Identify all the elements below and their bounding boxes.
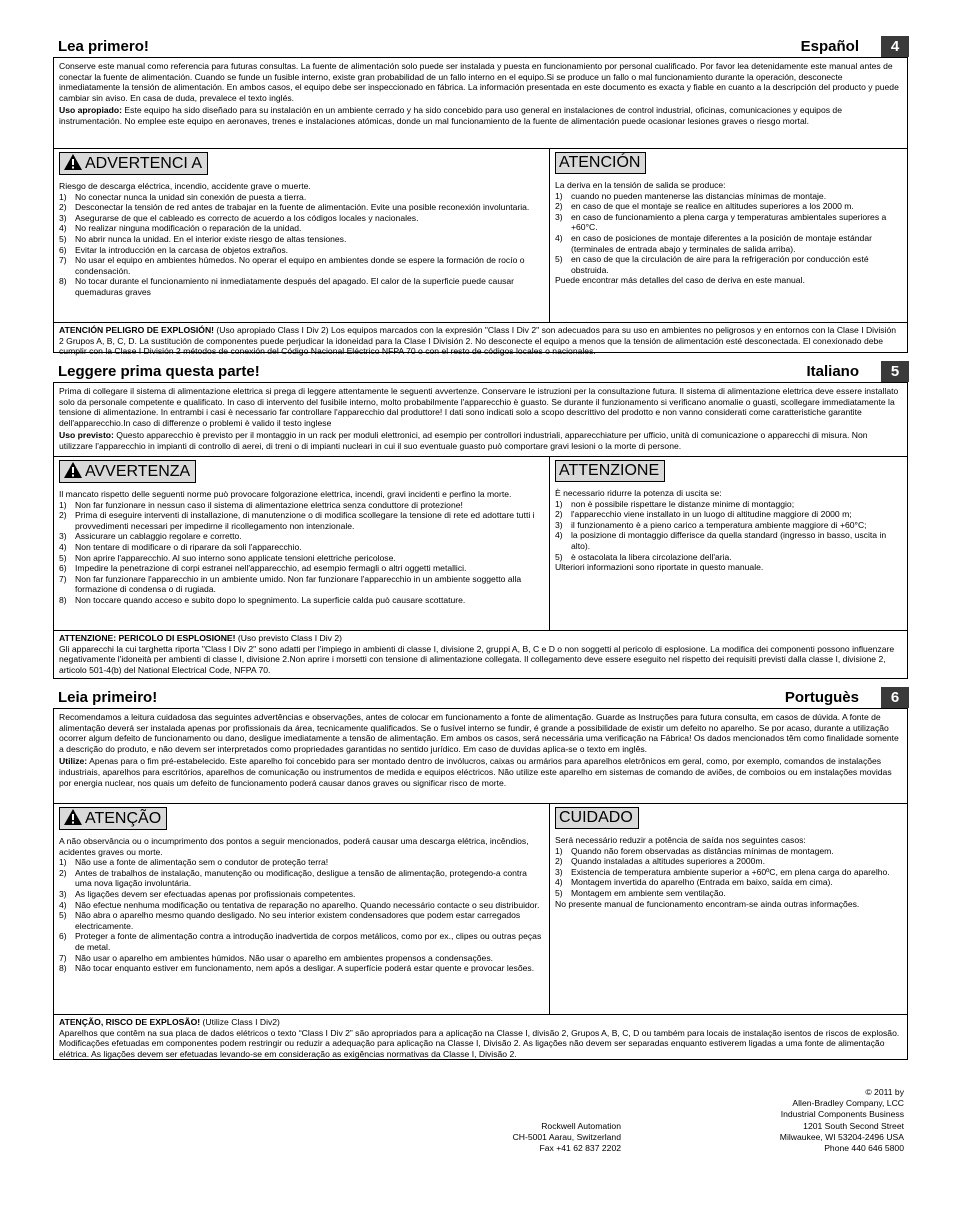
warning-label: ADVERTENCI A: [85, 155, 203, 172]
list-item: 7) Non far funzionare l'apparecchio in un ambiente umido. Non far funzionare l'apparecchio in un ambiente soggetto alla formazione di condensa o di rugiada.: [59, 573, 522, 595]
warning-list: [59, 500, 544, 606]
intro-text: Prima di collegare il sistema di alimentazione elettrica si prega di leggere attentamente le seguenti avvertenze. Conservare le istruzioni per la consultazione futura. Il sistema di alimentazione elettrica deve essere installato solo da personale competente e qualificato. In caso di intervento del fusibile interno, molto probabilmente l'apparecchio è guasto. Se durante il funzionamento si verificano anomalie o guasti, scollegare immediatamente la tensione di alimentazione. In entrambi i casi è necessario far controllare l'apparecchio dal produttore! I dati sono indicati solo a scopo descrittivo del prodotto e non vanno considerati come caratteristiche garantite dell'apparecchio.In caso di differenze o problemi è valido il testo inglese: [59, 386, 899, 428]
caution-tag: [555, 460, 665, 482]
explosion-label: ATTENZIONE: PERICOLO DI ESPLOSIONE!: [59, 633, 236, 643]
explosion-label: ATENCIÓN PELIGRO DE EXPLOSIÓN!: [59, 325, 215, 335]
list-item: 1) non è possibile rispettare le distanze minime di montaggio;: [555, 498, 795, 509]
list-item: 1) Non far funzionare in nessun caso il sistema di alimentazione elettrica senza conduttore di protezione!: [59, 499, 463, 510]
list-item: 6) Impedire la penetrazione di corpi estranei nell'apparecchio, ad esempio fermagli o altri oggetti metallici.: [59, 563, 467, 574]
caution-tail: No presente manual de funcionamento encontram-se ainda outras informações.: [555, 898, 860, 909]
list-item: 1) Quando não forem observadas as distâncias mínimas de montagem.: [555, 845, 834, 856]
list-item: 2) Antes de trabalhos de instalação, manutenção ou modificação, desligue a tensão de alimentação, protegendo-a contra uma nova ligação involuntária.: [59, 867, 527, 889]
section-number: 6: [881, 687, 909, 708]
use-text: Questo apparecchio è previsto per il montaggio in un rack per moduli elettronici, ad esempio per controllori industriali, apparecchiature per ufficio, unità di comunicazione o apparecchi di misura. Non utilizzare l'apparecchio in impianti di controllo di aerei, di treni o di impianti nucleari in cui il suo eventuale guasto può comportare gravi lesioni o la morte di persone.: [59, 430, 868, 451]
caution-lead: La deriva en la tensión de salida se produce:: [555, 180, 726, 190]
intro-text: Recomendamos a leitura cuidadosa das seguintes advertências e observações, antes de colocar em funcionamento a fonte de alimentação. Guarde as Instruções para futura consulta, em casos de dúvida. A fonte de alimentação deverá ser instalada apenas por profissionais da área, tecnicamente qualificados. Se o fusível interno se fundir, é grande a possibilidade de existir um defeito no aparelho. Se por acaso, durante a utilização ocorrer algum defeito de funcionamento ou dano, desligue imediatamente a tensão de alimentação. Em ambos os casos, será necessária uma verificação na Fábrica! Os dados mencionados têm como finalidade somente a descrição do produto, e não devem ser interpretados como propriedades garantidas no sentido jurídico. Em caso de duvidas aplica-se o texto em inglês.: [59, 712, 899, 754]
footer-line: Allen-Bradley Company, LCC: [792, 1098, 904, 1109]
caution-tag: [555, 152, 646, 174]
section-language: Portuguès: [784, 689, 859, 706]
list-item: 6) Proteger a fonte de alimentação contra a introdução inadvertida de corpos metálicos, como por ex., clipes ou outras peças de metal.: [59, 931, 542, 952]
list-item: 2) l'apparecchio viene installato in un luogo di altitudine maggiore di 2000 m;: [555, 509, 852, 520]
section-box-es: [53, 57, 908, 357]
warning-column: [54, 804, 550, 1014]
use-label: Uso previsto:: [59, 430, 114, 441]
list-item: 1) Não use a fonte de alimentação sem o condutor de proteção terra!: [59, 857, 329, 868]
caution-tail: Ulteriori informazioni sono riportate in questo manuale.: [555, 562, 764, 573]
caution-column: [550, 149, 907, 322]
caution-label: ATTENZIONE: [559, 462, 660, 479]
explosion-block: [54, 631, 907, 678]
section-language: Italiano: [806, 363, 859, 380]
list-item: 4) Non tentare di modificare o di riparare da soli l'apparecchio.: [59, 541, 302, 552]
list-item: 4) No realizar ninguna modificación o reparación de la unidad.: [59, 223, 302, 234]
warning-lead: Il mancato rispetto delle seguenti norme può provocare folgorazione elettrica, incendi, gravi incidenti e perfino la morte.: [59, 489, 512, 499]
list-item: 2) Prima di eseguire interventi di installazione, di manutenzione o di modifica scollegare la tensione di rete ed adottare tutti i provvedimenti necessari per impedirne il ricollegamento non intenzionale.: [59, 510, 535, 531]
caution-list: [555, 191, 902, 276]
use-label: Utilize:: [59, 756, 88, 767]
explosion-label: ATENÇÃO, RISCO DE EXPLOSÃO!: [59, 1017, 201, 1027]
list-item: 8) Não tocar enquanto estiver em funcionamento, nem após a desligar. A superfície poderá estar quente e provocar lesões.: [59, 963, 535, 974]
caution-lead: Será necessário reduzir a potência de saída nos seguintes casos:: [555, 835, 806, 845]
intro-text: Conserve este manual como referencia para futuras consultas. La fuente de alimentación solo puede ser instalada y puesta en funcionamiento por personal cualificado. Por favor lea detenidamente este manual antes de conectar la fuente de alimentación. Cuando se funde un fusible interno, existe gran probabilidad de un fallo interno en el equipo.Si se produce un fallo o mal funcionamiento durante la operación, desconecte inmediatamente la tensión de alimentación. En ambos casos, el equipo debe ser inspeccionado en fábrica. La información presentada en este documento es exacta y fiable en cuanto a la descripción del producto y puede cambiar sin aviso. En casa de duda, prevalece el texto inglés.: [59, 61, 899, 103]
section-number: 5: [881, 361, 909, 382]
footer-line: CH-5001 Aarau, Switzerland: [512, 1132, 621, 1143]
footer-line: 1201 South Second Street: [803, 1120, 904, 1131]
footer-line: Milwaukee, WI 53204-2496 USA: [779, 1131, 904, 1142]
section-header-it: [53, 363, 909, 383]
warning-tag: [59, 460, 196, 483]
list-item: 3) il funzionamento è a pieno carico a temperatura ambiente maggiore di +60°C;: [555, 519, 867, 530]
warning-label: ATENÇÃO: [85, 810, 162, 827]
caution-tag: [555, 807, 639, 829]
list-item: 3) Asegurarse de que el cableado es correcto de acuerdo a los códigos locales y nacionales.: [59, 212, 419, 223]
explosion-body: Gli apparecchi la cui targhetta riporta "Class I Div 2" sono adatti per l'impiego in ambienti di classe I, divisione 2, gruppi A, B, C e D o non soggetti al pericolo di esplosione. La modifica dei componenti possono influenzare negativamente l'idoneità per ambienti di classe I, divisione 2.Non aprire i morsetti con tensione di alimentazione collegata. Il collegamento deve essere eseguito nel rispetto dei requisiti previsti dalla classe I, divisione 2, articolo 501-4(b) del National Electrical Code, NFPA 70.: [59, 643, 895, 675]
warning-columns: [54, 804, 907, 1015]
intro-block: [54, 383, 907, 457]
warning-lead: Riesgo de descarga eléctrica, incendio, accidente grave o muerte.: [59, 181, 311, 191]
section-header-pt: [53, 689, 909, 709]
section-number: 4: [881, 36, 909, 57]
footer-line: Phone 440 646 5800: [824, 1143, 904, 1154]
list-item: 4) Não efectue nenhuma modificação ou tentativa de reparação no aparelho. Quando necessário contacte o seu distribuidor.: [59, 899, 540, 910]
explosion-block: [54, 1015, 907, 1062]
warning-label: AVVERTENZA: [85, 463, 191, 480]
section-title: Leia primeiro!: [58, 689, 158, 706]
list-item: 6) Evitar la introducción en la carcasa de objetos extraños.: [59, 244, 289, 255]
explosion-block: [54, 323, 907, 360]
section-box-pt: [53, 708, 908, 1060]
warning-lead: A não observância ou o incumprimento dos pontos a seguir mencionados, poderá causar uma descarga elétrica, incêndios, acidentes graves ou morte.: [59, 836, 529, 857]
caution-list: [555, 499, 902, 563]
footer-address-us: [780, 1087, 904, 1154]
explosion-text: (Uso apropiado Class I Div 2) Los equipos marcados con la expresión "Class I Div 2" son adecuados para su uso en ambientes no peligrosos y en entornos con la Clase I División 2 Grupos A, B, C, D. La sustitución de componentes puede perjudicar la idoneidad para la Clase I División 2. No desconecte el equipo a menos que la tensión de alimentación esté desconectada. El conexionado debe cumplir con la Clase I División 2 métodos de conexión del Código Nacional Eléctrico NFPA 70 o con el resto de códigos locales o nacionales.: [59, 325, 897, 357]
list-item: 4) Montagem invertida do aparelho (Entrada em baixo, saída em cima).: [555, 877, 833, 888]
list-item: 4) la posizione di montaggio differisce da quella standard (ingresso in basso, uscita in alto).: [555, 530, 887, 551]
use-text: Apenas para o fim pré-estabelecido. Este aparelho foi concebido para ser montado dentro de invólucros, caixas ou armários para aparelhos eletrônicos em geral, como, por exemplo, comandos de instalações industriais, aparelhos para escritórios, aparelhos de comunicação ou instrumentos de medida e equipos eléctricos. Não utilize este aparelho em sistemas de comando de aviões, de comboios ou em instalações movidas por energia nuclear, nos quais um defeito de funcionamento poderá causar danos graves ou significar risco de morte.: [59, 756, 892, 788]
caution-list: [555, 846, 902, 899]
use-text: Este equipo ha sido diseñado para su instalación en un ambiente cerrado y ha sido concebido para uso general en instalaciones de control industrial, oficinas, comunicaciones y equipos de instrumentación. No emplee este equipo en aeronaves, trenes e instalaciones atómicas, donde un mal funcionamiento de la fuente de alimentación puede ocasionar lesiones graves o riesgo mortal.: [59, 105, 842, 126]
intro-block: [54, 58, 907, 149]
footer-line: Industrial Components Business: [780, 1109, 904, 1120]
list-item: 1) cuando no pueden mantenerse las distancias mínimas de montaje.: [555, 190, 827, 201]
caution-column: [550, 457, 907, 630]
use-label: Uso apropiado:: [59, 105, 123, 116]
section-language: Español: [800, 38, 859, 55]
list-item: 5) Montagem em ambiente sem ventilação.: [555, 887, 726, 898]
warning-columns: [54, 149, 907, 323]
list-item: 7) Não usar o aparelho em ambientes húmidos. Não usar o aparelho em ambientes propensos a condensações.: [59, 952, 494, 963]
list-item: 2) en caso de que el montaje se realice en altitudes superiores a los 2000 m.: [555, 201, 854, 212]
caution-label: CUIDADO: [559, 809, 633, 826]
footer-line: Fax +41 62 837 2202: [539, 1143, 621, 1154]
explosion-text: (Utilize Class I Div2): [200, 1017, 280, 1027]
list-item: 4) en caso de posiciones de montaje diferentes a la posición de montaje estándar (terminales de entrada abajo y terminales de salida arriba).: [555, 232, 872, 254]
list-item: 5) Non aprire l'apparecchio. Al suo interno sono applicate tensioni elettriche pericolose.: [59, 552, 396, 563]
list-item: 2) Quando instaladas a altitudes superiores a 2000m.: [555, 856, 765, 867]
list-item: 2) Desconectar la tensión de red antes de trabajar en la fuente de alimentación. Evite una posible reconexión involuntaria.: [59, 202, 530, 213]
list-item: 5) è ostacolata la libera circolazione dell'aria.: [555, 551, 732, 562]
list-item: 5) en caso de que la circulación de aire para la refrigeración por conducción esté obstruida.: [555, 254, 869, 275]
warning-columns: [54, 457, 907, 631]
list-item: 3) Assicurare un cablaggio regolare e corretto.: [59, 531, 242, 542]
section-header-es: [53, 38, 909, 58]
caution-column: [550, 804, 907, 1014]
list-item: 7) No usar el equipo en ambientes húmedos. No operar el equipo en ambientes donde se espere la formación de rocío o condensación.: [59, 255, 525, 276]
warning-column: [54, 457, 550, 630]
list-item: 3) Existencia de temperatura ambiente superior a +60ºC, em plena carga do aparelho.: [555, 866, 890, 877]
explosion-text: (Uso previsto Class I Div 2): [235, 633, 342, 643]
list-item: 1) No conectar nunca la unidad sin conexión de puesta a tierra.: [59, 191, 307, 202]
section-title: Leggere prima questa parte!: [58, 363, 260, 380]
list-item: 3) en caso de funcionamiento a plena carga y temperaturas ambientales superiores a +60°C.: [555, 211, 887, 233]
warning-list: [59, 192, 544, 298]
list-item: 5) No abrir nunca la unidad. En el interior existe riesgo de altas tensiones.: [59, 233, 347, 244]
list-item: 8) No tocar durante el funcionamiento ni inmediatamente después del apagado. El calor de la superficie puede causar quemaduras graves: [59, 276, 515, 297]
warning-triangle-icon: [63, 153, 83, 171]
use-paragraph: [59, 756, 902, 788]
list-item: 8) Non toccare quando acceso e subito dopo lo spegnimento. La superficie calda può causare scottature.: [59, 594, 466, 605]
warning-tag: [59, 152, 208, 175]
caution-lead: È necessario ridurre la potenza di uscita se:: [555, 488, 722, 498]
intro-block: [54, 709, 907, 804]
caution-label: ATENCIÓN: [559, 154, 641, 171]
warning-triangle-icon: [63, 808, 83, 826]
list-item: 5) Não abra o aparelho mesmo quando desligado. No seu interior existem condensadores que podem estar carregados electricamente.: [59, 910, 521, 931]
footer-address-ch: [513, 1121, 621, 1155]
section-box-it: [53, 382, 908, 679]
warning-list: [59, 857, 544, 974]
caution-tail: Puede encontrar más detalles del caso de deriva en este manual.: [555, 275, 805, 286]
warning-tag: [59, 807, 167, 830]
warning-column: [54, 149, 550, 322]
footer-line: © 2011 by: [865, 1087, 904, 1097]
warning-triangle-icon: [63, 461, 83, 479]
use-paragraph: [59, 430, 902, 451]
section-title: Lea primero!: [58, 38, 149, 55]
footer-line: Rockwell Automation: [541, 1121, 621, 1131]
list-item: 3) As ligações devem ser efectuadas apenas por profissionais competentes.: [59, 888, 356, 899]
explosion-body: Aparelhos que contêm na sua placa de dados elétricos o texto “Class I Div 2” são apropriados para a aplicação na Classe I, divisão 2, Grupos A, B, C, D ou também para locais de instalação isentos de riscos de explosão. Modificações efetuadas em componentes podem restringir ou reduzir a adequação para aplicação na Classe I, Divisão 2. As ligações não devem ser separadas enquanto estiverem ligadas a uma fonte de alimentação elétrica. As ligações devem ser efetuadas levando-se em consideração as exigências normativas da Classe I, Divisão 2.: [59, 1027, 900, 1059]
use-paragraph: [59, 105, 902, 126]
